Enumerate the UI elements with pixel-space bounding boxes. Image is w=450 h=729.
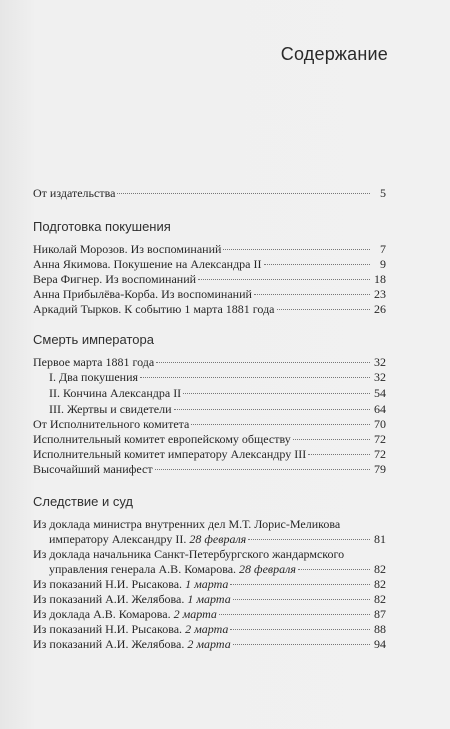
toc-entry (33, 256, 386, 272)
toc-page-number: 88 (374, 622, 386, 636)
toc-page-number: 54 (374, 386, 386, 400)
toc-page-number: 9 (380, 257, 386, 271)
toc-entry (33, 271, 386, 287)
toc-entry-text: Из показаний А.И. Желябова. 2 марта (33, 637, 231, 651)
toc-entry-first-line: Из доклада начальника Санкт-Петербургского жандармского (33, 547, 345, 561)
leader-dots (254, 293, 370, 295)
toc-page-number: 79 (374, 462, 386, 476)
toc-page-number: 70 (374, 417, 386, 431)
toc-entry-text: Высочайший манифест (33, 462, 153, 476)
toc-entry-text: Из показаний А.И. Желябова. 1 марта (33, 592, 231, 606)
leader-dots (174, 408, 370, 410)
toc-entry-date: 2 марта (185, 622, 229, 636)
toc-page-number: 82 (374, 577, 386, 591)
toc-entry-text: Первое марта 1881 года (33, 355, 155, 369)
toc-page-number: 72 (374, 432, 386, 446)
leader-dots (298, 568, 370, 570)
toc-entry (33, 286, 386, 302)
toc-page-number: 94 (374, 637, 386, 651)
toc-entry-date: 28 февраля (189, 532, 247, 546)
section-title: Подготовка покушения (33, 219, 171, 234)
toc-page-number: 32 (374, 370, 386, 384)
toc-entry-text: управления генерала А.В. Комарова. 28 февраля (49, 562, 296, 576)
toc-entry-text: I. Два покушения (49, 370, 139, 384)
toc-page-number: 26 (374, 302, 386, 316)
toc-entry-text: От Исполнительного комитета (33, 417, 190, 431)
toc-entry (33, 636, 386, 652)
leader-dots (191, 423, 370, 425)
toc-entry-text: III. Жертвы и свидетели (49, 402, 172, 416)
leader-dots (233, 643, 370, 645)
leader-dots (248, 538, 370, 540)
toc-entry (49, 531, 386, 547)
toc-entry (33, 354, 386, 370)
leader-dots (155, 468, 370, 470)
toc-entry (33, 301, 386, 317)
toc-entry-text: Анна Прибылёва-Корба. Из воспоминаний (33, 287, 252, 301)
toc-entry-text: Из показаний Н.И. Рысакова. 2 марта (33, 622, 229, 636)
toc-page-number: 81 (374, 532, 386, 546)
leader-dots (183, 392, 370, 394)
leader-dots (140, 376, 370, 378)
toc-entry-date: 1 марта (187, 592, 231, 606)
leader-dots (277, 308, 370, 310)
section-title: Смерть императора (33, 332, 154, 347)
toc-entry-text: Из показаний Н.И. Рысакова. 1 марта (33, 577, 229, 591)
toc-entry (49, 385, 386, 401)
section-title: Следствие и суд (33, 494, 133, 509)
toc-entry (33, 606, 386, 622)
toc-page-number: 23 (374, 287, 386, 301)
leader-dots (219, 613, 370, 615)
toc-entry-date: 2 марта (173, 607, 217, 621)
toc-entry-text: Из доклада А.В. Комарова. 2 марта (33, 607, 217, 621)
toc-entry (33, 461, 386, 477)
toc-entry-text: Исполнительный комитет императору Александру III (33, 447, 307, 461)
toc-entry-text: Николай Морозов. Из воспоминаний (33, 242, 222, 256)
leader-dots (117, 192, 370, 194)
toc-entry (33, 185, 386, 201)
toc-entry-text: От издательства (33, 186, 116, 200)
toc-entry-text: Аркадий Тырков. К событию 1 марта 1881 года (33, 302, 275, 316)
toc-entry (49, 369, 386, 385)
leader-dots (230, 583, 370, 585)
toc-entry-text: II. Кончина Александра II (49, 386, 182, 400)
leader-dots (156, 361, 370, 363)
toc-entry (33, 446, 386, 462)
toc-page-number: 82 (374, 592, 386, 606)
toc-entry (33, 241, 386, 257)
leader-dots (230, 628, 370, 630)
toc-entry (33, 576, 386, 592)
toc-entry-date: 2 марта (187, 637, 231, 651)
leader-dots (293, 438, 370, 440)
toc-entry (49, 561, 386, 577)
leader-dots (233, 598, 370, 600)
toc-entry-first-line: Из доклада министра внутренних дел М.Т. Лорис-Меликова (33, 517, 341, 531)
toc-entry-text: Вера Фигнер. Из воспоминаний (33, 272, 197, 286)
toc-entry-text: императору Александру II. 28 февраля (49, 532, 247, 546)
toc-entry (33, 416, 386, 432)
toc-page-number: 32 (374, 355, 386, 369)
toc-page-number: 7 (380, 242, 386, 256)
leader-dots (223, 248, 370, 250)
leader-dots (264, 263, 371, 265)
toc-entry-date: 1 марта (185, 577, 229, 591)
toc-entry-date: 28 февраля (239, 562, 296, 576)
toc-page-number: 18 (374, 272, 386, 286)
toc-page-number: 82 (374, 562, 386, 576)
toc-entry (33, 431, 386, 447)
leader-dots (308, 453, 370, 455)
toc-page-number: 64 (374, 402, 386, 416)
toc-entry-text: Исполнительный комитет европейскому обществу (33, 432, 291, 446)
toc-entry (49, 401, 386, 417)
page-title: Содержание (280, 44, 388, 64)
toc-entry (33, 591, 386, 607)
toc-page-number: 72 (374, 447, 386, 461)
toc-page-number: 5 (380, 186, 386, 200)
toc-page-number: 87 (374, 607, 386, 621)
toc-entry-text: Анна Якимова. Покушение на Александра II (33, 257, 262, 271)
toc-entry (33, 621, 386, 637)
leader-dots (198, 278, 370, 280)
